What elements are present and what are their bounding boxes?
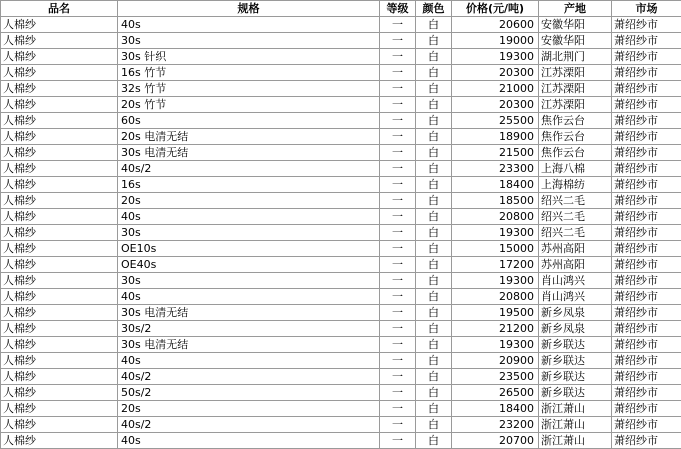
cell-color: 白 — [416, 337, 452, 353]
cell-grade: 一 — [380, 273, 416, 289]
cell-origin: 安徽华阳 — [539, 17, 612, 33]
cell-color: 白 — [416, 241, 452, 257]
cell-origin: 浙江萧山 — [539, 433, 612, 449]
cell-origin: 苏州高阳 — [539, 241, 612, 257]
cell-market: 萧绍纱市 — [612, 177, 681, 193]
cell-color: 白 — [416, 273, 452, 289]
cell-color: 白 — [416, 161, 452, 177]
cell-grade: 一 — [380, 17, 416, 33]
cell-grade: 一 — [380, 209, 416, 225]
cell-product-name: 人棉纱 — [1, 49, 118, 65]
cell-product-name: 人棉纱 — [1, 177, 118, 193]
cell-grade: 一 — [380, 97, 416, 113]
cell-price: 19300 — [452, 337, 539, 353]
cell-product-name: 人棉纱 — [1, 17, 118, 33]
table-row — [1, 145, 681, 161]
cell-spec: 30s 电清无结 — [118, 145, 380, 161]
cell-origin: 焦作云台 — [539, 129, 612, 145]
table-row — [1, 305, 681, 321]
cell-color: 白 — [416, 433, 452, 449]
table-row — [1, 385, 681, 401]
table-row — [1, 257, 681, 273]
cell-color: 白 — [416, 385, 452, 401]
cell-product-name: 人棉纱 — [1, 417, 118, 433]
cell-price: 21000 — [452, 81, 539, 97]
cell-origin: 苏州高阳 — [539, 257, 612, 273]
cell-grade: 一 — [380, 337, 416, 353]
header-spec: 规格 — [118, 1, 380, 17]
table-row — [1, 337, 681, 353]
cell-color: 白 — [416, 289, 452, 305]
cell-price: 17200 — [452, 257, 539, 273]
cell-origin: 新乡联达 — [539, 337, 612, 353]
cell-spec: 30s 电清无结 — [118, 305, 380, 321]
cell-market: 萧绍纱市 — [612, 113, 681, 129]
cell-market: 萧绍纱市 — [612, 193, 681, 209]
header-grade: 等级 — [380, 1, 416, 17]
cell-product-name: 人棉纱 — [1, 33, 118, 49]
table-row — [1, 49, 681, 65]
cell-market: 萧绍纱市 — [612, 97, 681, 113]
cell-color: 白 — [416, 353, 452, 369]
cell-market: 萧绍纱市 — [612, 353, 681, 369]
cell-grade: 一 — [380, 193, 416, 209]
cell-market: 萧绍纱市 — [612, 417, 681, 433]
cell-spec: 32s 竹节 — [118, 81, 380, 97]
cell-price: 20800 — [452, 289, 539, 305]
header-color: 颜色 — [416, 1, 452, 17]
cell-origin: 浙江萧山 — [539, 417, 612, 433]
table-row — [1, 401, 681, 417]
cell-market: 萧绍纱市 — [612, 385, 681, 401]
cell-price: 20900 — [452, 353, 539, 369]
table-row — [1, 289, 681, 305]
cell-price: 20800 — [452, 209, 539, 225]
cell-grade: 一 — [380, 225, 416, 241]
cell-origin: 新乡凤泉 — [539, 321, 612, 337]
table-row — [1, 433, 681, 449]
table-row — [1, 193, 681, 209]
cell-spec: 40s/2 — [118, 417, 380, 433]
cell-grade: 一 — [380, 33, 416, 49]
cell-color: 白 — [416, 321, 452, 337]
table-row — [1, 369, 681, 385]
table-row — [1, 129, 681, 145]
cell-product-name: 人棉纱 — [1, 401, 118, 417]
cell-grade: 一 — [380, 305, 416, 321]
table-row — [1, 353, 681, 369]
cell-spec: OE40s — [118, 257, 380, 273]
table-row — [1, 161, 681, 177]
cell-grade: 一 — [380, 177, 416, 193]
cell-grade: 一 — [380, 81, 416, 97]
table-row — [1, 177, 681, 193]
cell-price: 26500 — [452, 385, 539, 401]
cell-origin: 江苏溧阳 — [539, 65, 612, 81]
cell-market: 萧绍纱市 — [612, 321, 681, 337]
cell-spec: 20s — [118, 401, 380, 417]
header-product-name: 品名 — [1, 1, 118, 17]
cell-grade: 一 — [380, 113, 416, 129]
cell-origin: 新乡联达 — [539, 353, 612, 369]
cell-origin: 焦作云台 — [539, 145, 612, 161]
cell-product-name: 人棉纱 — [1, 241, 118, 257]
cell-product-name: 人棉纱 — [1, 161, 118, 177]
cell-color: 白 — [416, 177, 452, 193]
cell-price: 18500 — [452, 193, 539, 209]
cell-grade: 一 — [380, 433, 416, 449]
cell-product-name: 人棉纱 — [1, 225, 118, 241]
cell-price: 23500 — [452, 369, 539, 385]
cell-market: 萧绍纱市 — [612, 401, 681, 417]
cell-product-name: 人棉纱 — [1, 209, 118, 225]
cell-product-name: 人棉纱 — [1, 145, 118, 161]
cell-product-name: 人棉纱 — [1, 273, 118, 289]
cell-price: 19300 — [452, 49, 539, 65]
cell-spec: 40s — [118, 433, 380, 449]
header-price: 价格(元/吨) — [452, 1, 539, 17]
cell-price: 20300 — [452, 97, 539, 113]
cell-color: 白 — [416, 417, 452, 433]
cell-product-name: 人棉纱 — [1, 97, 118, 113]
cell-market: 萧绍纱市 — [612, 209, 681, 225]
header-market: 市场 — [612, 1, 681, 17]
cell-spec: 20s 竹节 — [118, 97, 380, 113]
cell-product-name: 人棉纱 — [1, 289, 118, 305]
cell-color: 白 — [416, 81, 452, 97]
cell-product-name: 人棉纱 — [1, 337, 118, 353]
cell-grade: 一 — [380, 257, 416, 273]
header-origin: 产地 — [539, 1, 612, 17]
table-row — [1, 241, 681, 257]
table-body — [1, 17, 681, 449]
cell-color: 白 — [416, 257, 452, 273]
cell-origin: 绍兴二毛 — [539, 209, 612, 225]
cell-origin: 上海棉纺 — [539, 177, 612, 193]
cell-color: 白 — [416, 401, 452, 417]
cell-market: 萧绍纱市 — [612, 49, 681, 65]
cell-color: 白 — [416, 305, 452, 321]
cell-origin: 绍兴二毛 — [539, 193, 612, 209]
cell-market: 萧绍纱市 — [612, 225, 681, 241]
cell-spec: 20s — [118, 193, 380, 209]
cell-spec: 60s — [118, 113, 380, 129]
cell-price: 18400 — [452, 401, 539, 417]
cell-product-name: 人棉纱 — [1, 385, 118, 401]
cell-origin: 肖山鸿兴 — [539, 273, 612, 289]
cell-market: 萧绍纱市 — [612, 33, 681, 49]
cell-spec: 30s/2 — [118, 321, 380, 337]
cell-color: 白 — [416, 209, 452, 225]
cell-price: 25500 — [452, 113, 539, 129]
cell-price: 19300 — [452, 225, 539, 241]
cell-market: 萧绍纱市 — [612, 369, 681, 385]
table-row — [1, 97, 681, 113]
cell-grade: 一 — [380, 417, 416, 433]
cell-spec: 30s — [118, 273, 380, 289]
cell-color: 白 — [416, 145, 452, 161]
cell-price: 18900 — [452, 129, 539, 145]
cell-spec: 30s 针织 — [118, 49, 380, 65]
table-row — [1, 113, 681, 129]
cell-product-name: 人棉纱 — [1, 353, 118, 369]
cell-product-name: 人棉纱 — [1, 65, 118, 81]
cell-price: 23200 — [452, 417, 539, 433]
table-row — [1, 417, 681, 433]
cell-origin: 新乡联达 — [539, 369, 612, 385]
cell-price: 23300 — [452, 161, 539, 177]
table-row — [1, 321, 681, 337]
cell-product-name: 人棉纱 — [1, 193, 118, 209]
cell-market: 萧绍纱市 — [612, 81, 681, 97]
cell-spec: 40s/2 — [118, 161, 380, 177]
table-row — [1, 273, 681, 289]
header-row — [1, 1, 681, 17]
cell-spec: 40s — [118, 209, 380, 225]
cell-spec: 30s — [118, 33, 380, 49]
cell-spec: 50s/2 — [118, 385, 380, 401]
cell-spec: 16s 竹节 — [118, 65, 380, 81]
cell-color: 白 — [416, 129, 452, 145]
cell-market: 萧绍纱市 — [612, 433, 681, 449]
cell-color: 白 — [416, 17, 452, 33]
cell-product-name: 人棉纱 — [1, 321, 118, 337]
cell-origin: 安徽华阳 — [539, 33, 612, 49]
table-row — [1, 65, 681, 81]
cell-product-name: 人棉纱 — [1, 305, 118, 321]
cell-origin: 新乡凤泉 — [539, 305, 612, 321]
cell-market: 萧绍纱市 — [612, 161, 681, 177]
cell-origin: 江苏溧阳 — [539, 81, 612, 97]
cell-spec: 30s 电清无结 — [118, 337, 380, 353]
cell-product-name: 人棉纱 — [1, 81, 118, 97]
cell-market: 萧绍纱市 — [612, 129, 681, 145]
table-row — [1, 81, 681, 97]
cell-spec: 40s/2 — [118, 369, 380, 385]
cell-price: 19500 — [452, 305, 539, 321]
cell-market: 萧绍纱市 — [612, 241, 681, 257]
cell-grade: 一 — [380, 129, 416, 145]
cell-price: 21200 — [452, 321, 539, 337]
cell-grade: 一 — [380, 401, 416, 417]
cell-grade: 一 — [380, 321, 416, 337]
cell-origin: 江苏溧阳 — [539, 97, 612, 113]
cell-color: 白 — [416, 33, 452, 49]
cell-color: 白 — [416, 113, 452, 129]
cell-grade: 一 — [380, 385, 416, 401]
cell-color: 白 — [416, 193, 452, 209]
cell-price: 21500 — [452, 145, 539, 161]
cell-color: 白 — [416, 369, 452, 385]
cell-market: 萧绍纱市 — [612, 337, 681, 353]
cell-market: 萧绍纱市 — [612, 17, 681, 33]
table-row — [1, 209, 681, 225]
cell-product-name: 人棉纱 — [1, 369, 118, 385]
cell-origin: 焦作云台 — [539, 113, 612, 129]
table-row — [1, 225, 681, 241]
cell-spec: 30s — [118, 225, 380, 241]
table-row — [1, 17, 681, 33]
cell-spec: 40s — [118, 353, 380, 369]
cell-product-name: 人棉纱 — [1, 433, 118, 449]
cell-color: 白 — [416, 49, 452, 65]
cell-price: 19300 — [452, 273, 539, 289]
cell-grade: 一 — [380, 145, 416, 161]
cell-grade: 一 — [380, 289, 416, 305]
cell-spec: 16s — [118, 177, 380, 193]
cell-spec: OE10s — [118, 241, 380, 257]
cell-grade: 一 — [380, 161, 416, 177]
cell-product-name: 人棉纱 — [1, 257, 118, 273]
cell-color: 白 — [416, 97, 452, 113]
cell-origin: 绍兴二毛 — [539, 225, 612, 241]
cell-origin: 湖北荆门 — [539, 49, 612, 65]
cell-spec: 40s — [118, 17, 380, 33]
cell-grade: 一 — [380, 49, 416, 65]
cell-market: 萧绍纱市 — [612, 145, 681, 161]
cell-color: 白 — [416, 65, 452, 81]
cell-spec: 40s — [118, 289, 380, 305]
cell-spec: 20s 电清无结 — [118, 129, 380, 145]
cell-market: 萧绍纱市 — [612, 305, 681, 321]
cell-product-name: 人棉纱 — [1, 113, 118, 129]
cell-market: 萧绍纱市 — [612, 273, 681, 289]
cell-market: 萧绍纱市 — [612, 257, 681, 273]
cell-price: 15000 — [452, 241, 539, 257]
cell-grade: 一 — [380, 353, 416, 369]
cell-product-name: 人棉纱 — [1, 129, 118, 145]
cell-origin: 上海八棉 — [539, 161, 612, 177]
cell-price: 18400 — [452, 177, 539, 193]
cell-color: 白 — [416, 225, 452, 241]
cell-origin: 新乡联达 — [539, 385, 612, 401]
cell-price: 20600 — [452, 17, 539, 33]
cell-grade: 一 — [380, 369, 416, 385]
table-row — [1, 33, 681, 49]
cell-grade: 一 — [380, 65, 416, 81]
cell-origin: 肖山鸿兴 — [539, 289, 612, 305]
cell-grade: 一 — [380, 241, 416, 257]
cell-market: 萧绍纱市 — [612, 289, 681, 305]
cell-market: 萧绍纱市 — [612, 65, 681, 81]
cell-origin: 浙江萧山 — [539, 401, 612, 417]
cell-price: 19000 — [452, 33, 539, 49]
cell-price: 20700 — [452, 433, 539, 449]
cell-price: 20300 — [452, 65, 539, 81]
